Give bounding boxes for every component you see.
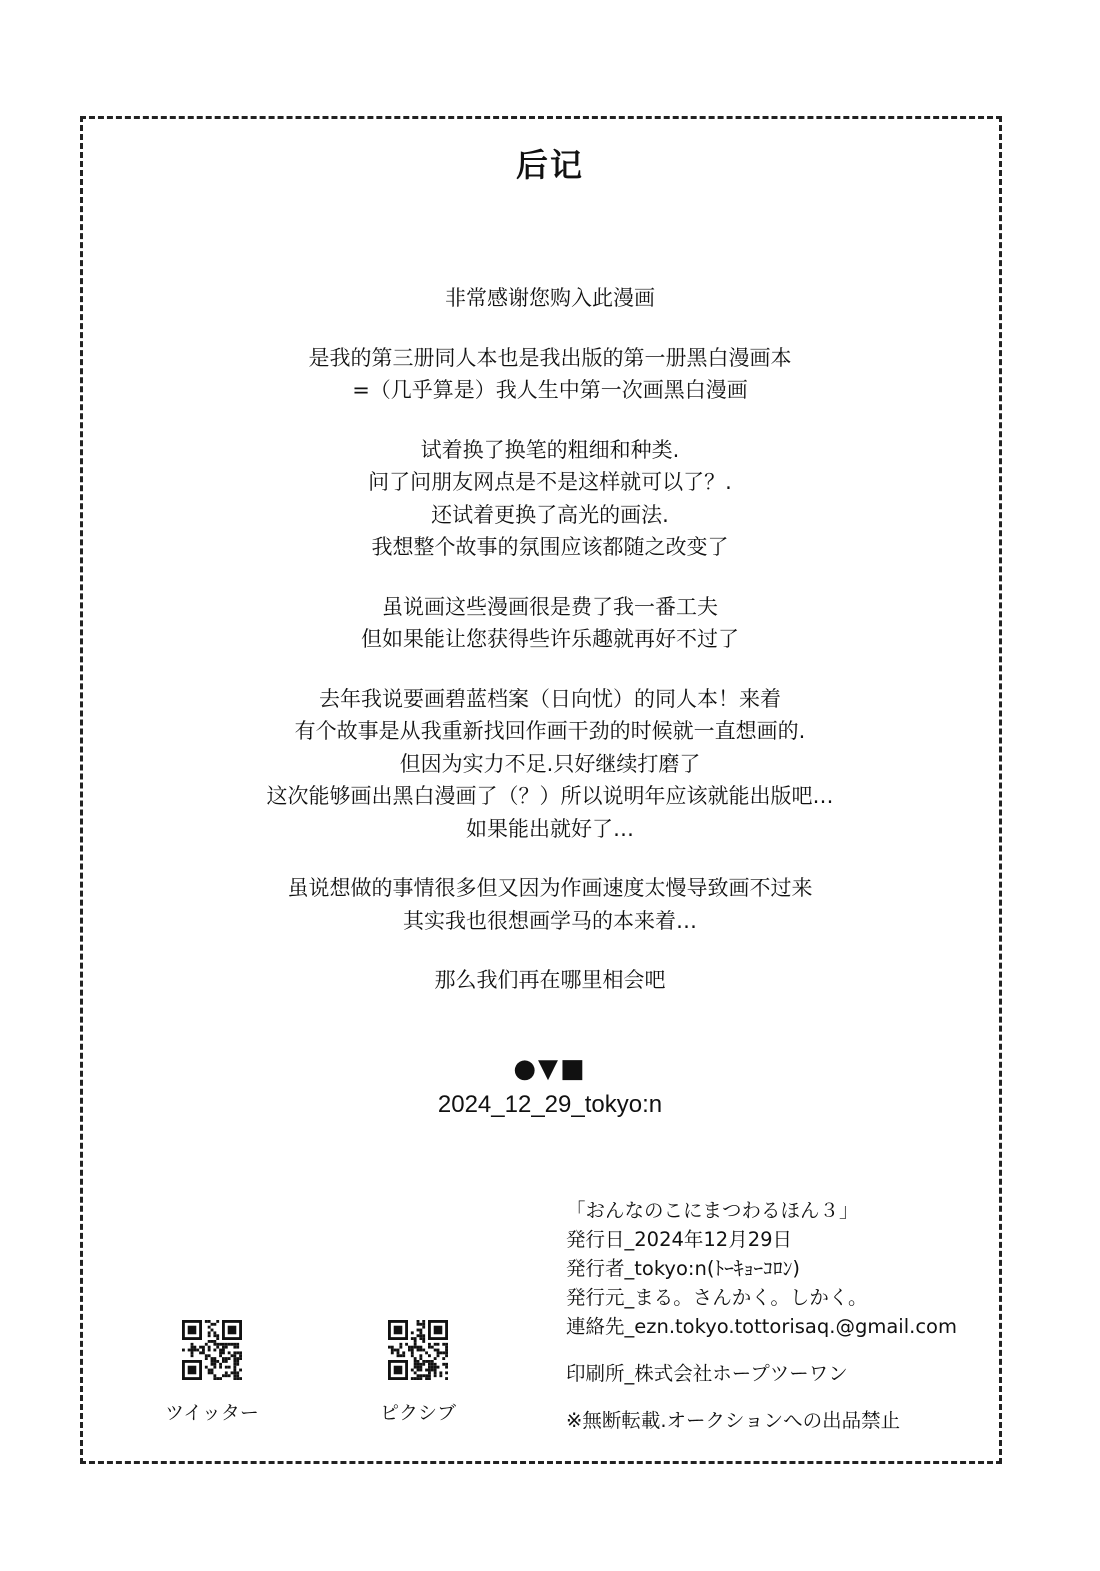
twitter-label: ツイッター <box>165 1402 259 1424</box>
text-line: 虽说画这些漫画很是费了我一番工夫 <box>382 594 718 619</box>
paragraph <box>100 591 1000 656</box>
paragraph <box>100 872 1000 937</box>
text-line: 如果能出就好了… <box>466 816 634 841</box>
paragraph <box>100 282 1000 315</box>
signature-date: 2024_12_29_tokyo:n <box>437 1091 663 1118</box>
text-line: =（几乎算是）我人生中第一次画黑白漫画 <box>352 378 748 402</box>
colophon-contact: 連絡先_ezn.tokyo.tottorisaq.@gmail.com <box>566 1315 957 1338</box>
text-line: 试着换了换笔的粗细和种类. <box>420 437 680 462</box>
colophon-book-title: 「おんなのこにまつわるほん３」 <box>566 1199 859 1222</box>
text-line: 那么我们再在哪里相会吧 <box>434 968 666 992</box>
text-line: 还试着更换了高光的画法. <box>431 502 669 527</box>
text-line: 是我的第三册同人本也是我出版的第一册黑白漫画本 <box>308 345 792 370</box>
colophon-publisher: 発行者_tokyo:n(ﾄｰｷｮｰｺﾛﾝ) <box>566 1257 801 1280</box>
paragraph <box>100 342 1000 407</box>
text-line: 但如果能让您获得些许乐趣就再好不过了 <box>361 627 739 651</box>
text-line: 去年我说要画碧蓝档案（日向忧）的同人本！来着 <box>319 686 781 711</box>
paragraph <box>100 964 1000 997</box>
afterword-body <box>100 282 1000 1024</box>
colophon <box>566 1196 1006 1435</box>
text-line: 其实我也很想画学马的本来着… <box>403 908 697 933</box>
colophon-date: 発行日_2024年12月29日 <box>566 1228 793 1251</box>
text-line: 我想整个故事的氛围应该都随之改变了 <box>371 535 729 559</box>
colophon-notice: ※無断転載.オークションへの出品禁止 <box>566 1409 901 1432</box>
page-title: 后记 <box>515 146 584 184</box>
colophon-circle: 発行元_まる。さんかく。しかく。 <box>566 1286 868 1309</box>
text-line: 问了问朋友网点是不是这样就可以了？. <box>368 470 732 494</box>
text-line: 这次能够画出黑白漫画了（？）所以说明年应该就能出版吧… <box>266 784 834 808</box>
text-line: 非常感谢您购入此漫画 <box>445 286 655 310</box>
paragraph <box>100 683 1000 846</box>
text-line: 虽说想做的事情很多但又因为作画速度太慢导致画不过来 <box>287 876 813 900</box>
pixiv-label: ピクシブ <box>379 1402 456 1424</box>
text-line: 但因为实力不足.只好继续打磨了 <box>399 751 701 776</box>
qr-code-icon <box>388 1320 448 1380</box>
text-line: 有个故事是从我重新找回作画干劲的时候就一直想画的. <box>294 719 806 743</box>
qr-code-icon <box>182 1320 242 1380</box>
colophon-printer: 印刷所_株式会社ホープツーワン <box>566 1362 848 1385</box>
circle-triangle-square-mark: ●▼■ <box>513 1054 587 1084</box>
paragraph <box>100 434 1000 564</box>
